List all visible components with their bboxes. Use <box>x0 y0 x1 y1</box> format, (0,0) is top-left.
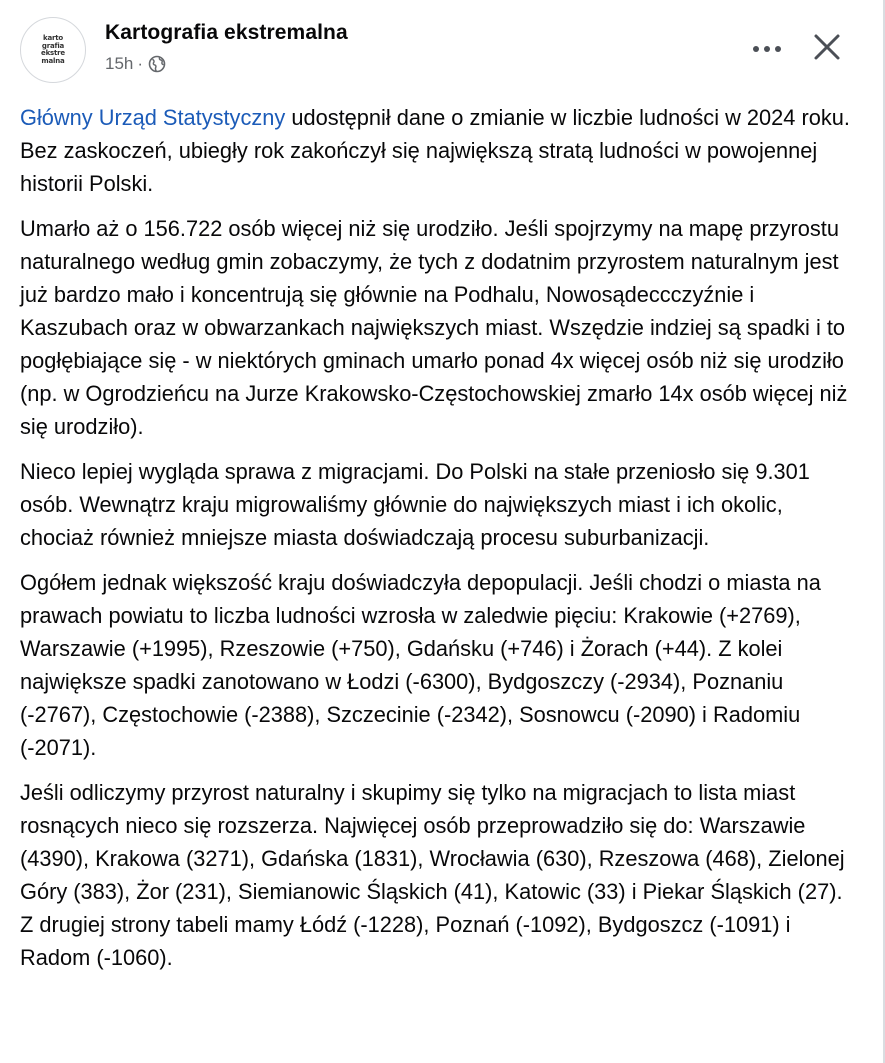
page-name-link[interactable]: Kartografia ekstremalna <box>105 21 348 44</box>
dot-2 <box>764 46 770 52</box>
post-meta <box>105 54 166 74</box>
globe-icon[interactable] <box>148 55 166 73</box>
post-text <box>20 101 860 986</box>
close-icon[interactable] <box>807 27 847 67</box>
meta-separator: · <box>137 54 144 73</box>
dot-3 <box>775 46 781 52</box>
gus-link[interactable]: Główny Urząd Statystyczny <box>20 105 286 130</box>
paragraph-2: Umarło aż o 156.722 osób więcej niż się urodziło. Jeśli spojrzymy na mapę przyrostu naturalnego według gmin zobaczymy, że tych z dodatnim przyrostem naturalnym jest już bardzo mało i koncentrują się głównie na Podhalu, Nowosądeccczyźnie i Kaszubach oraz w obwarzankach największych miast. Wszędzie indziej są spadki i to pogłębiające się - w niektórych gminach umarło ponad 4x więcej osób niż się urodziło (np. w Ogrodzieńcu na Jurze Krakowsko-Częstochowskiej zmarło 14x osób więcej niż się urodziło). <box>20 216 848 439</box>
paragraph-1 <box>20 101 860 200</box>
dot-1 <box>753 46 759 52</box>
paragraph-4: Ogółem jednak większość kraju doświadczyła depopulacji. Jeśli chodzi o miasta na prawach powiatu to liczba ludności wzrosła w zaledwie pięciu: Krakowie (+2769), Warszawie (+1995), Rzeszowie (+750), Gdańsku (+746) i Żorach (+44). Z kolei największe spadki zanotowano w Łodzi (-6300), Bydgoszczy (-2934), Poznaniu (-2767), Częstochowie (-2388), Szczecinie (-2342), Sosnowcu (-2090) i Radomiu (-2071). <box>20 570 821 760</box>
avatar-logo-text: karto grafia ekstre malna <box>41 34 65 65</box>
paragraph-5: Jeśli odliczymy przyrost naturalny i skupimy się tylko na migracjach to lista miast rosnących nieco się rozszerza. Najwięcej osób przeprowadziło się do: Warszawie (4390), Krakowa (3271), Gdańska (1831), Wrocławia (630), Rzeszowa (468), Zielonej Góry (383), Żor (231), Siemianowic Śląskich (41), Katowic (33) i Piekar Śląskich (27). Z drugiej strony tabeli mamy Łódź (-1228), Poznań (-1092), Bydgoszcz (-1091) i Radom (-1060). <box>20 780 845 970</box>
more-dots-icon[interactable] <box>747 31 787 67</box>
paragraph-1-text: udostępnił dane o zmianie w liczbie ludności w 2024 roku. Bez zaskoczeń, ubiegły rok zakończył się największą stratą ludności w powojennej historii Polski. <box>20 105 850 196</box>
post-header <box>20 17 865 87</box>
post-timestamp[interactable]: 15h <box>105 54 134 73</box>
paragraph-3: Nieco lepiej wygląda sprawa z migracjami. Do Polski na stałe przeniosło się 9.301 osób. Wewnątrz kraju migrowaliśmy głównie do największych miast i ich okolic, chociaż również mniejsze miasta doświadczają procesu suburbanizacji. <box>20 459 810 550</box>
avatar[interactable] <box>20 17 86 83</box>
